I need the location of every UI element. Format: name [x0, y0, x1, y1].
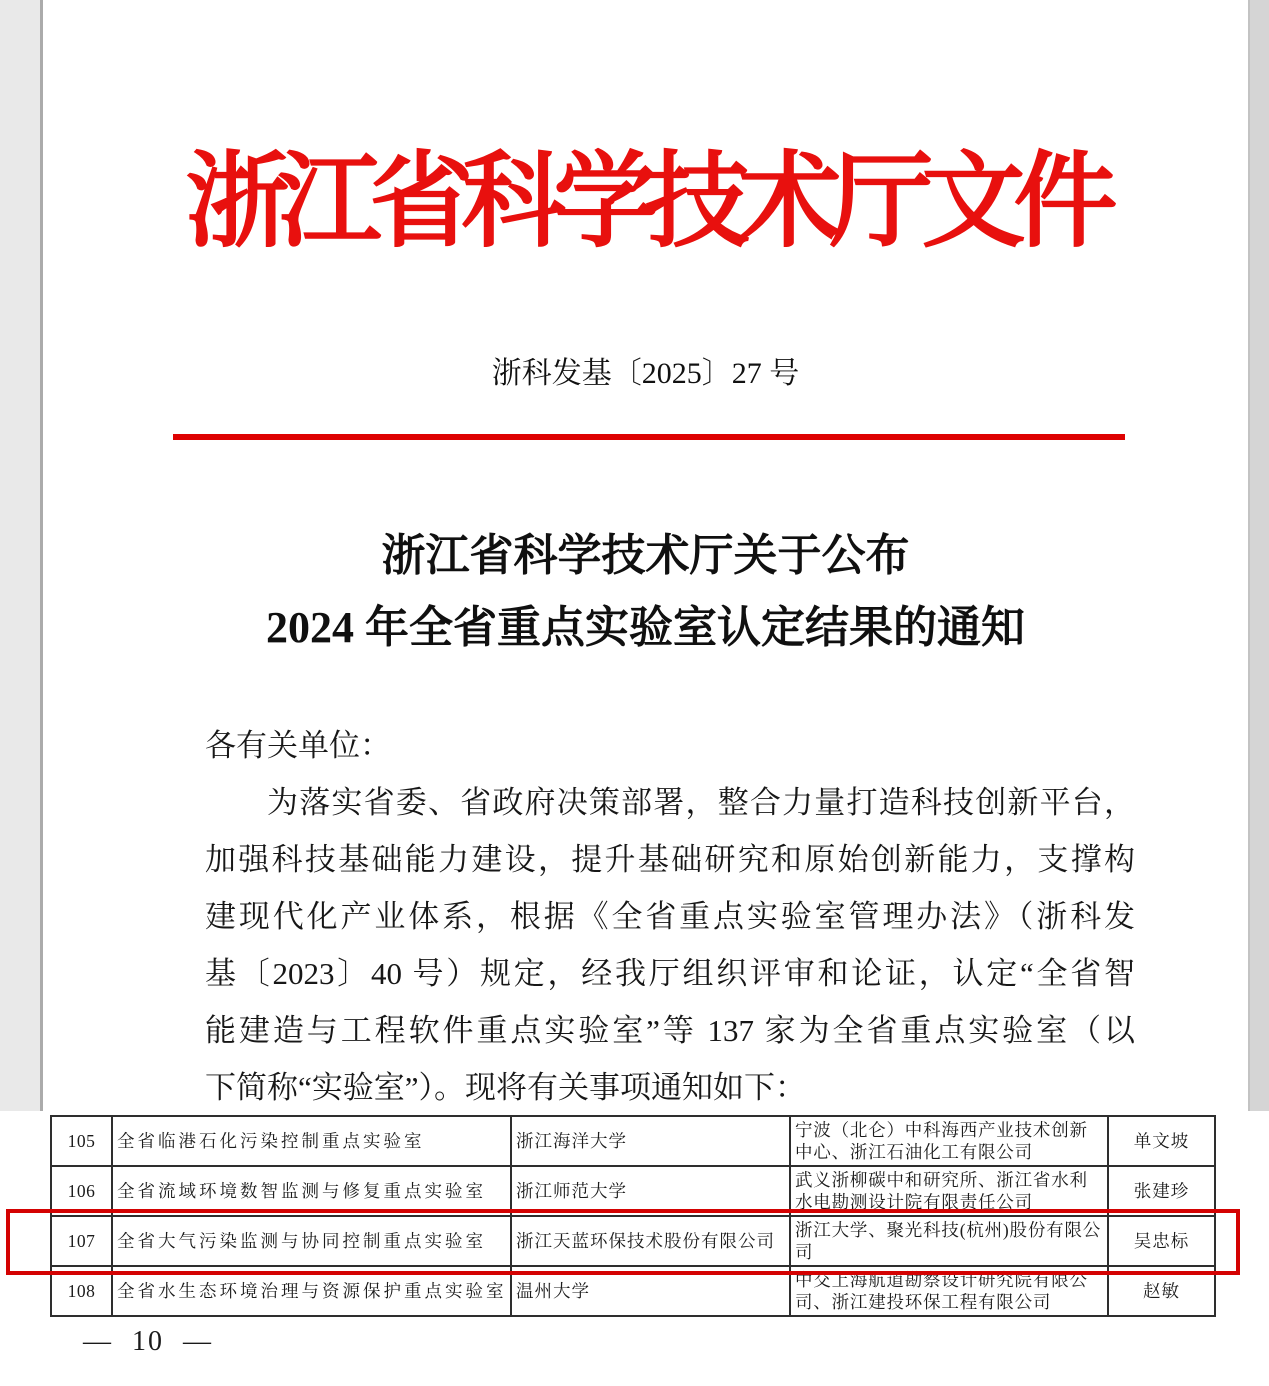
cell-lab-head: 赵敏 [1108, 1266, 1215, 1316]
page-left-margin [0, 0, 43, 1111]
document-number: 浙科发基〔2025〕27 号 [491, 357, 800, 390]
table-row-106 [51, 1166, 1215, 1216]
cell-row-number: 105 [51, 1116, 112, 1166]
cell-lab-head: 单文坡 [1108, 1116, 1215, 1166]
cell-institution: 浙江天蓝环保技术股份有限公司 [511, 1216, 790, 1266]
body-line: 为落实省委、省政府决策部署，整合力量打造科技创新平台， [267, 785, 1135, 820]
table-row-105 [51, 1116, 1215, 1166]
cell-lab-head: 吴忠标 [1108, 1216, 1215, 1266]
cell-institution: 浙江海洋大学 [511, 1116, 790, 1166]
page-right-margin [1248, 0, 1269, 1111]
cell-partners: 武义浙柳碳中和研究所、浙江省水利水电勘测设计院有限责任公司 [790, 1166, 1108, 1216]
cell-institution: 温州大学 [511, 1266, 790, 1316]
letterhead-title: 浙江省科学技术厅文件 [185, 145, 1106, 260]
notice-title-line1: 浙江省科学技术厅关于公布 [381, 531, 910, 580]
table-row-107 [51, 1216, 1215, 1266]
notice-title-line2: 2024 年全省重点实验室认定结果的通知 [266, 603, 1025, 652]
cell-row-number: 107 [51, 1216, 112, 1266]
body-line: 能建造与工程软件重点实验室”等 137 家为全省重点实验室（以 [205, 1013, 1135, 1048]
cell-lab-name: 全省临港石化污染控制重点实验室 [112, 1116, 511, 1166]
cell-partners: 浙江大学、聚光科技(杭州)股份有限公司 [790, 1216, 1108, 1266]
cell-institution: 浙江师范大学 [511, 1166, 790, 1216]
body-line: 建现代化产业体系，根据《全省重点实验室管理办法》（浙科发 [205, 899, 1135, 934]
body-line: 基〔2023〕40 号）规定，经我厅组织评审和论证，认定“全省智 [205, 956, 1135, 991]
notice-body [205, 717, 1135, 1116]
cell-lab-name: 全省流域环境数智监测与修复重点实验室 [112, 1166, 511, 1216]
results-table [50, 1115, 1216, 1317]
cell-partners: 中交上海航道勘察设计研究院有限公司、浙江建投环保工程有限公司 [790, 1266, 1108, 1316]
body-line: 加强科技基础能力建设，提升基础研究和原始创新能力，支撑构 [205, 842, 1135, 877]
body-line: 下简称“实验室”）。现将有关事项通知如下： [205, 1070, 807, 1105]
cell-row-number: 106 [51, 1166, 112, 1216]
cell-lab-name: 全省大气污染监测与协同控制重点实验室 [112, 1216, 511, 1266]
salutation: 各有关单位： [205, 728, 391, 763]
cell-row-number: 108 [51, 1266, 112, 1316]
letterhead-rule [173, 434, 1125, 440]
cell-partners: 宁波（北仑）中科海西产业技术创新中心、浙江石油化工有限公司 [790, 1116, 1108, 1166]
table-row-108 [51, 1266, 1215, 1316]
page-number: — 10 — [83, 1326, 213, 1357]
cell-lab-name: 全省水生态环境治理与资源保护重点实验室 [112, 1266, 511, 1316]
cell-lab-head: 张建珍 [1108, 1166, 1215, 1216]
